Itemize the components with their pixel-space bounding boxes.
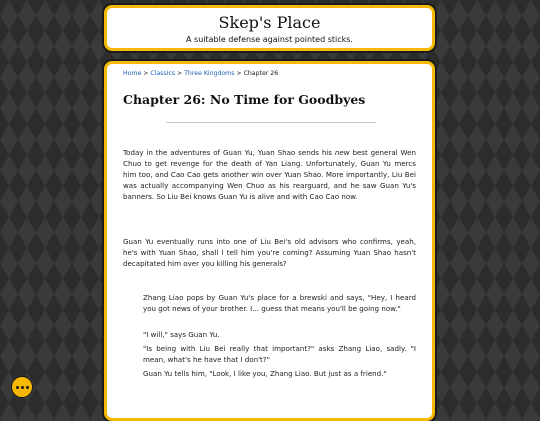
breadcrumb-three-kingdoms-link[interactable]: Three Kingdoms [184, 70, 235, 77]
breadcrumb-separator: > [141, 70, 151, 77]
emphasis-text: new [334, 148, 350, 157]
quote-paragraph: Guan Yu tells him, "Look, I like you, Zhang Liao. But just as a friend." [143, 369, 387, 378]
quote-paragraph: Zhang Liao pops by Guan Yu's place for a brewski and says, "Hey, I heard you got news of your brother. I... guess that means you'll be going now." [143, 293, 416, 313]
quote-paragraph: "Is being with Liu Bei really that important?" asks Zhang Liao, sadly. "I mean, what's he have that I don't?" [143, 344, 416, 364]
more-horizontal-icon [16, 386, 19, 389]
quote-paragraph: "I will," says Guan Yu. [143, 330, 220, 339]
paragraph-text: Today in the adventures of Guan Yu, Yuan Shao sends his [123, 148, 335, 157]
breadcrumb-separator: > [175, 70, 185, 77]
content-panel [104, 61, 435, 421]
breadcrumb-home-link[interactable]: Home [123, 70, 142, 77]
more-horizontal-icon [26, 386, 29, 389]
site-header [104, 5, 435, 51]
breadcrumb [123, 70, 278, 77]
article-paragraph: Guan Yu eventually runs into one of Liu Bei's old advisors who confirms, yeah, he's with Yuan Shao, shall I tell him you're coming? Assuming Yuan Shao hasn't decapitated him over you killing his generals? [123, 237, 416, 268]
divider [166, 122, 376, 123]
more-button[interactable] [11, 376, 33, 398]
breadcrumb-classics-link[interactable]: Classics [150, 70, 176, 77]
more-horizontal-icon [21, 386, 24, 389]
page-title: Chapter 26: No Time for Goodbyes [123, 92, 366, 107]
paragraph-text: best general Wen Chuo to get revenge for the death of Yan Liang. Unfortunately, Guan Yu mercs him too, and Cao Cao gets another win over Yuan Shao. More importantly, Liu Bei was actually accompanying Wen Chuo as his rearguard, and he saw Guan Yu's banners. So Liu Bei knows Guan Yu is alive and with Cao Cao now. [123, 148, 416, 201]
site-title[interactable]: Skep's Place [218, 13, 321, 32]
breadcrumb-separator: > [234, 70, 244, 77]
article-paragraph [123, 147, 416, 202]
breadcrumb-current: Chapter 26 [243, 70, 279, 77]
site-tagline: A suitable defense against pointed sticks. [186, 35, 353, 44]
